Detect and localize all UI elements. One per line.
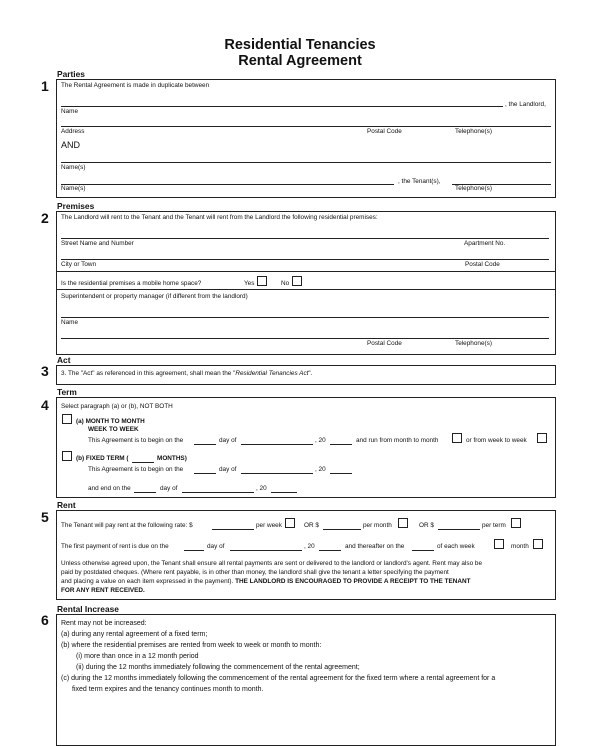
per-week-checkbox[interactable] bbox=[285, 518, 295, 528]
term-b-month-field[interactable] bbox=[241, 473, 313, 474]
term-month-to-month-text: and run from month to month bbox=[356, 437, 439, 444]
term-a-year-field[interactable] bbox=[330, 444, 352, 445]
rent-per-week-amount[interactable] bbox=[212, 529, 254, 530]
per-week-label: per week bbox=[256, 522, 282, 529]
section-label-parties: Parties bbox=[57, 69, 85, 79]
term-a-checkbox[interactable] bbox=[62, 414, 72, 424]
first-payment-comma20: , 20 bbox=[304, 543, 315, 550]
document-title-line2: Rental Agreement bbox=[238, 53, 362, 69]
section-number-5: 5 bbox=[41, 509, 49, 525]
term-b-day-field[interactable] bbox=[194, 473, 216, 474]
each-month-checkbox[interactable] bbox=[533, 539, 543, 549]
thereafter-day-field[interactable] bbox=[412, 550, 434, 551]
tenant-names-field-1[interactable] bbox=[61, 162, 551, 163]
city-field[interactable] bbox=[61, 259, 549, 260]
thereafter-text: and thereafter on the bbox=[345, 543, 405, 550]
term-select-instruction: Select paragraph (a) or (b), NOT BOTH bbox=[61, 403, 173, 410]
first-payment-day-field[interactable] bbox=[184, 550, 204, 551]
first-payment-dayof: day of bbox=[207, 543, 225, 550]
term-week-to-week-text: or from week to week bbox=[466, 437, 527, 444]
mobile-yes-checkbox[interactable] bbox=[257, 276, 267, 286]
first-payment-year-field[interactable] bbox=[319, 550, 341, 551]
tenant-names-field-2[interactable] bbox=[61, 184, 394, 185]
act-text: 3. The "Act" as referenced in this agreement, shall mean the "Residential Tenancies Act". bbox=[61, 370, 313, 377]
tenant-telephone-label: Telephone(s) bbox=[455, 185, 492, 192]
increase-line-1: Rent may not be increased: bbox=[61, 620, 147, 627]
term-a-month-field[interactable] bbox=[241, 444, 313, 445]
increase-line-5: (ii) during the 12 months immediately following the commencement of the rental agreement; bbox=[76, 664, 360, 671]
landlord-telephone-label: Telephone(s) bbox=[455, 128, 492, 135]
parties-box bbox=[56, 79, 556, 198]
term-b-end-dayof: day of bbox=[160, 485, 178, 492]
increase-line-3: (b) where the residential premises are rented from week to week or month to month: bbox=[61, 642, 322, 649]
yes-label: Yes bbox=[244, 280, 255, 287]
superintendent-telephone-label: Telephone(s) bbox=[455, 340, 492, 347]
tenant-names-label-2: Name(s) bbox=[61, 185, 86, 192]
document-title-line1: Residential Tenancies bbox=[224, 37, 376, 53]
term-b-end-comma20: , 20 bbox=[256, 485, 267, 492]
term-a-begin-text: This Agreement is to begin on the bbox=[88, 437, 184, 444]
first-payment-text: The first payment of rent is due on the bbox=[61, 543, 169, 550]
section-number-2: 2 bbox=[41, 210, 49, 226]
landlord-name-label: Name bbox=[61, 108, 79, 115]
section-number-4: 4 bbox=[41, 397, 49, 413]
term-a-dayof: day of bbox=[219, 437, 237, 444]
term-b-label: (b) FIXED TERM ( bbox=[76, 455, 129, 462]
term-b-dayof: day of bbox=[219, 466, 237, 473]
each-week-checkbox[interactable] bbox=[494, 539, 504, 549]
premises-divider-1 bbox=[56, 271, 555, 272]
rent-or-1: OR $ bbox=[304, 522, 319, 529]
landlord-suffix: , the Landlord, bbox=[505, 101, 546, 108]
term-b-end-month-field[interactable] bbox=[182, 492, 254, 493]
tenant-names-label-1: Name(s) bbox=[61, 164, 86, 171]
rent-notice-line1: Unless otherwise agreed upon, the Tenant shall ensure all rental payments are sent or delivered to the landlord or landlord's agent. Rent may also be bbox=[61, 560, 483, 567]
per-term-label: per term bbox=[482, 522, 506, 529]
apartment-label: Apartment No. bbox=[464, 240, 506, 247]
section-number-3: 3 bbox=[41, 363, 49, 379]
premises-postal-label: Postal Code bbox=[465, 261, 500, 268]
rent-per-month-amount[interactable] bbox=[323, 529, 361, 530]
section-label-rental-increase: Rental Increase bbox=[57, 604, 119, 614]
rent-notice-line3: and placing a value on each item expressed in the payment). THE LANDLORD IS ENCOURAGED TO PROVIDE A RECEIPT TO THE TENANT bbox=[61, 578, 471, 585]
increase-line-7: fixed term expires and the tenancy continues month to month. bbox=[72, 686, 264, 693]
mobile-home-question: Is the residential premises a mobile home space? bbox=[61, 280, 202, 287]
term-b-comma20: , 20 bbox=[315, 466, 326, 473]
term-b-months-field[interactable] bbox=[132, 462, 154, 463]
premises-intro: The Landlord will rent to the Tenant and the Tenant will rent from the Landlord the following residential premises: bbox=[61, 214, 378, 221]
parties-intro: The Rental Agreement is made in duplicate between bbox=[61, 82, 210, 89]
term-box bbox=[56, 397, 556, 498]
section-label-act: Act bbox=[57, 355, 71, 365]
of-each-week-text: of each week bbox=[437, 543, 475, 550]
term-a-day-field[interactable] bbox=[194, 444, 216, 445]
section-number-6: 6 bbox=[41, 612, 49, 628]
per-term-checkbox[interactable] bbox=[511, 518, 521, 528]
term-b-year-field[interactable] bbox=[330, 473, 352, 474]
term-a-label: (a) MONTH TO MONTH bbox=[76, 418, 145, 425]
superintendent-label: Superintendent or property manager (if different from the landlord) bbox=[61, 293, 248, 300]
landlord-address-label: Address bbox=[61, 128, 85, 135]
term-b-months-label: MONTHS) bbox=[157, 455, 187, 462]
term-b-end-year-field[interactable] bbox=[271, 492, 297, 493]
per-month-label: per month bbox=[363, 522, 392, 529]
no-label: No bbox=[281, 280, 290, 287]
month-to-month-checkbox[interactable] bbox=[452, 433, 462, 443]
rent-rate-text: The Tenant will pay rent at the following rate: $ bbox=[61, 522, 193, 529]
per-month-checkbox[interactable] bbox=[398, 518, 408, 528]
section-number-1: 1 bbox=[41, 78, 49, 94]
superintendent-name-field[interactable] bbox=[61, 317, 549, 318]
section-label-rent: Rent bbox=[57, 500, 76, 510]
increase-line-4: (i) more than once in a 12 month period bbox=[76, 653, 199, 660]
increase-line-6: (c) during the 12 months immediately following the commencement of the rental agreement for the fixed term where a rental agreement for a bbox=[61, 675, 496, 682]
premises-divider-2 bbox=[56, 289, 555, 290]
term-a-label2: WEEK TO WEEK bbox=[88, 426, 139, 433]
month-text: month bbox=[511, 543, 529, 550]
street-label: Street Name and Number bbox=[61, 240, 134, 247]
and-text: AND bbox=[61, 140, 81, 150]
section-label-premises: Premises bbox=[57, 201, 95, 211]
term-b-checkbox[interactable] bbox=[62, 451, 72, 461]
section-label-term: Term bbox=[57, 387, 77, 397]
rent-notice-line2: paid by postdated cheques. (Where rent payable, is in other than money, the landlord shall give the tenant a letter specifying the payment bbox=[61, 569, 449, 576]
term-b-end-day-field[interactable] bbox=[134, 492, 156, 493]
rent-or-2: OR $ bbox=[419, 522, 434, 529]
term-b-end-text: and end on the bbox=[88, 485, 131, 492]
first-payment-month-field[interactable] bbox=[230, 550, 302, 551]
week-to-week-checkbox[interactable] bbox=[537, 433, 547, 443]
landlord-address-field[interactable] bbox=[61, 126, 551, 127]
landlord-name-field[interactable] bbox=[61, 106, 503, 107]
tenant-suffix: , the Tenant(s), bbox=[398, 178, 441, 185]
city-label: City or Town bbox=[61, 261, 97, 268]
superintendent-postal-label: Postal Code bbox=[367, 340, 402, 347]
increase-line-2: (a) during any rental agreement of a fixed term; bbox=[61, 631, 208, 638]
rent-per-term-amount[interactable] bbox=[438, 529, 480, 530]
term-a-comma20: , 20 bbox=[315, 437, 326, 444]
rent-notice-line4: FOR ANY RENT RECEIVED. bbox=[61, 587, 145, 594]
superintendent-address-field[interactable] bbox=[61, 338, 549, 339]
mobile-no-checkbox[interactable] bbox=[292, 276, 302, 286]
street-field[interactable] bbox=[61, 238, 549, 239]
term-b-begin-text: This Agreement is to begin on the bbox=[88, 466, 184, 473]
superintendent-name-label: Name bbox=[61, 319, 79, 326]
landlord-postal-label: Postal Code bbox=[367, 128, 402, 135]
